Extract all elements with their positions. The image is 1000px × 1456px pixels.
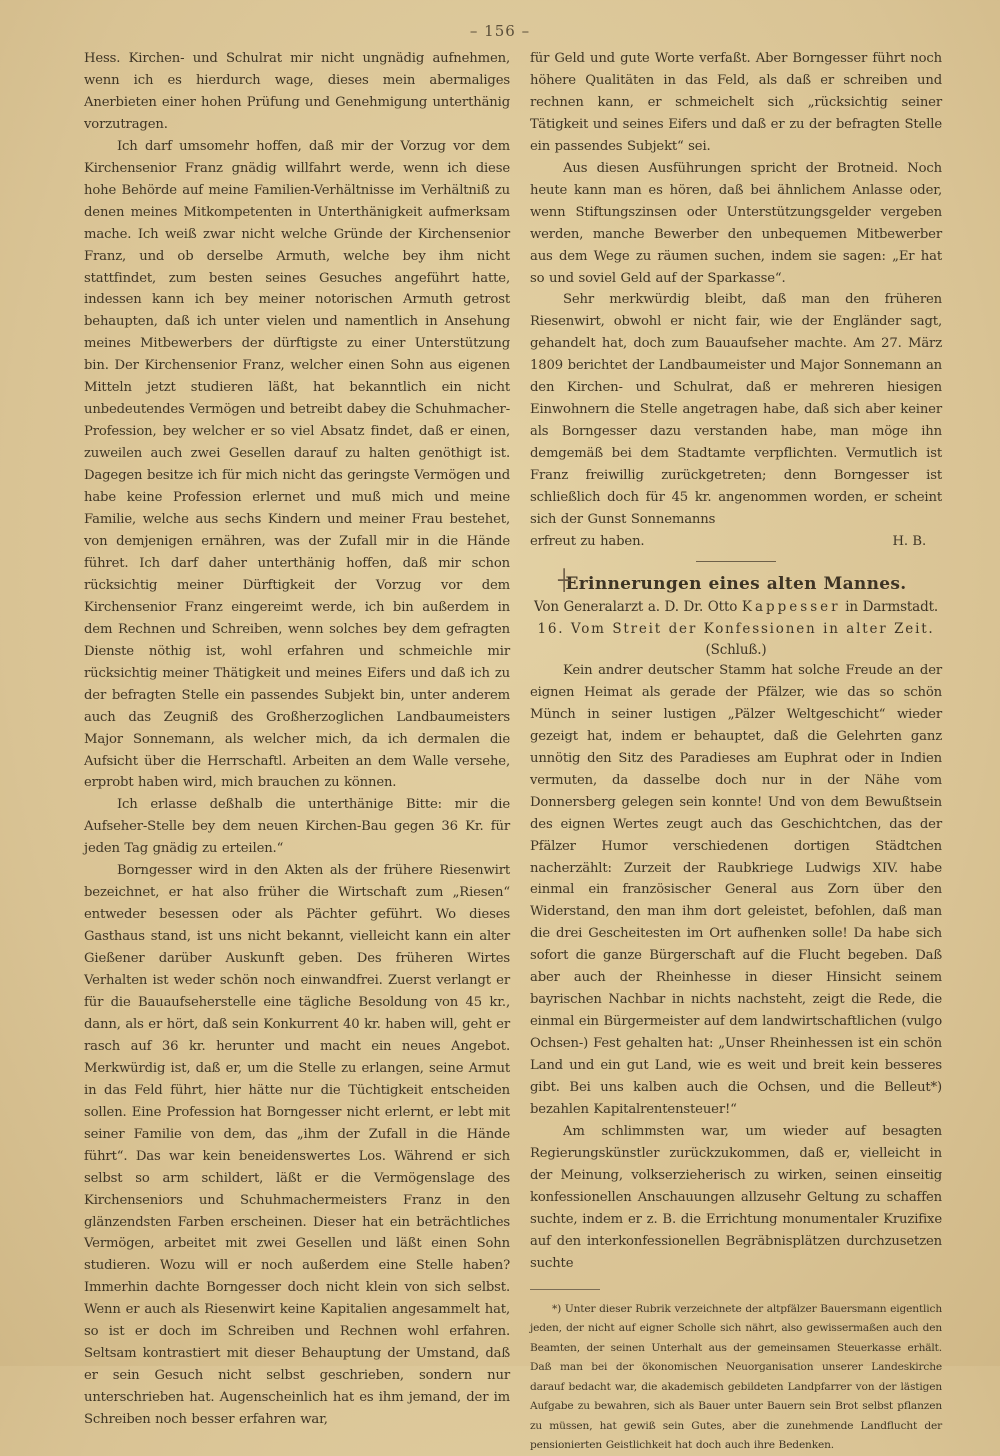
page-number: – 156 – bbox=[469, 22, 531, 40]
article-paragraph: Am schlimmsten war, um wieder auf besagten Regierungskünstler zurückzukommen, daß er, vielleicht in der Meinung, volkserzieherisch zu wirken, seinen einseitig konfessionellen Anschauungen allzusehr Geltung zu schaffen suchte, indem er z. B. die Errichtung monumentaler Kruzifixe auf den interkonfessionellen Begräbnisplätzen durchzusetzen suchte bbox=[530, 1123, 942, 1271]
article-subtitle: 16. Vom Streit der Konfessionen in alter Zeit. bbox=[537, 620, 935, 637]
left-column bbox=[84, 48, 510, 1431]
closing-text: erfreut zu haben. bbox=[530, 533, 645, 549]
article-paragraph: Kein andrer deutscher Stamm hat solche Freude an der eignen Heimat als gerade der Pfälzer, wie das so schön Münch in seiner lustigen „Pälzer Weltgeschicht“ wieder gezeigt hat, indem er behauptet, daß die Gelehrten ganz unnötig den Sitz des Paradieses am Euphrat oder in Indien vermuten, da dasselbe doch nur in der Nähe vom Donnersberg gelegen sein konnte! Und von dem Bewußtsein des eignen Wertes zeugt auch das Geschichtchen, das der Pfälzer Humor verschiedenen dortigen Städtchen nacherzählt: Zurzeit der Raubkriege Ludwigs XIV. habe einmal ein französischer General aus Zorn über den Widerstand, den man ihm dort geleistet, befohlen, daß man die drei Gescheitesten im Ort aufhenken solle! Da habe sich sofort die ganze Bürgerschaft auf die Flucht begeben. Daß aber auch der Rheinhesse in dieser Hinsicht seinem bayrischen Nachbar in nichts nachsteht, zeigt die Rede, die einmal ein Bürgermeister auf dem landwirtschaftlichen (vulgo Ochsen-) Fest gehalten hat: „Unser Rheinhessen ist ein schön Land und ein gut Land, wie es weit und breit kein besseres gibt. Bei uns kalben auch die Ochsen, und die Belleut*) bezahlen Kapitalrentensteuer!“ bbox=[530, 662, 942, 1117]
author-signature: H. B. bbox=[892, 533, 926, 549]
byline-prefix: Von Generalarzt a. D. Dr. Otto bbox=[534, 598, 738, 615]
right-paragraph: Aus diesen Ausführungen spricht der Brotneid. Noch heute kann man es hören, daß bei ähnlichem Anlasse oder, wenn Stiftungszinsen oder Unterstützungsgelder vergeben werden, manche Bewerber den unbequemen Mitbewerber aus dem Wege zu räumen suchen, indem sie sagen: „Er hat so und soviel Geld auf der Sparkasse“. bbox=[530, 160, 942, 286]
right-paragraph: Sehr merkwürdig bleibt, daß man den früheren Riesenwirt, obwohl er nicht fair, wie der Engländer sagt, gehandelt hat, doch zum Bauaufseher machte. Am 27. März 1809 berichtet der Landbaumeister und Major Sonnemann an den Kirchen- und Schulrat, daß er mehreren hiesigen Einwohnern die Stelle angetragen habe, daß sich aber keiner als Borngesser dazu verstanden habe, man möge ihn demgemäß bei dem Stadtamte verpflichten. Vermutlich ist Franz freiwillig zurückgetreten; denn Borngesser ist schließlich doch für 45 kr. angenommen worden, er scheint sich der Gunst Sonnemanns bbox=[530, 292, 942, 528]
byline-author: Kappesser bbox=[741, 598, 841, 615]
right-column bbox=[530, 48, 942, 1456]
section-divider bbox=[696, 561, 776, 562]
article-byline bbox=[530, 596, 942, 618]
left-paragraph: Ich darf umsomehr hoffen, daß mir der Vorzug vor dem Kirchensenior Franz gnädig willfahrt werde, wenn ich diese hohe Behörde auf meine Familien-Verhältnisse im Verhältniß zu denen meines Mitkompetenten in Unterthänigkeit aufmerksam mache. Ich weiß zwar nicht welche Gründe der Kirchensenior Franz, und ob derselbe Armuth, welche bey ihm nicht stattfindet, zum besten seines Gesuches angeführt hatte, indessen kann ich bey meiner notorischen Armuth getrost behaupten, daß ich unter vielen und namentlich in Ansehung meines Mitbewerbers der dürftigste zu einer Unterstützung bin. Der Kirchensenior Franz, welcher einen Sohn aus eigenen Mitteln jetzt studieren läßt, hat bekanntlich ein nicht unbedeutendes Vermögen und betreibt dabey die Schuhmacher-Profession, bey welcher er so viel Absatz findet, daß er einen, zuweilen auch zwei Gesellen darauf zu halten genöthigt ist. Dagegen besitze ich für mich nicht das geringste Vermögen und habe keine Profession erlernet und muß mich und meine Familie, welche aus sechs Kindern und meiner Frau bestehet, von demjenigen ernähren, was der Zufall mir in die Hände führet. Ich darf daher unterthänig hoffen, daß mir schon rücksichtig meiner Dürftigkeit der Vorzug vor dem Kirchensenior Franz eingereimt werde, ich bin außerdem in dem Rechnen und Schreiben, wenn solches bey dem gefragten Dienste nöthig ist, wohl erfahren und schmeichle mir rücksichtig meiner Thätigkeit und meines Eifers und daß ich zu der befragten Stelle ein passendes Subjekt bin, unter anderem auch das Zeugniß des Großherzoglichen Landbaumeisters Major Sonnemann, als welcher mich, da ich dermalen die Aufsicht über die Herrschaftl. Arbeiten an dem Walle versehe, erprobt haben wird, mich brauchen zu können. bbox=[84, 138, 510, 791]
article-note: (Schluß.) bbox=[705, 641, 767, 658]
cross-mark-icon: ┼ bbox=[558, 567, 571, 592]
left-paragraph: Hess. Kirchen- und Schulrat mir nicht ungnädig aufnehmen, wenn ich es hierdurch wage, dieses mein abermaliges Anerbieten einer hohen Prüfung und Genehmigung unterthänig vorzutragen. bbox=[84, 51, 510, 132]
right-paragraph: für Geld und gute Worte verfaßt. Aber Borngesser führt noch höhere Qualitäten in das Feld, als daß er schreiben und rechnen kann, er schmeichelt sich „rücksichtig seiner Tätigkeit und seines Eifers und daß er zu der befragten Stelle ein passendes Subjekt“ sei. bbox=[530, 51, 942, 154]
signature-line bbox=[530, 531, 942, 553]
left-paragraph: Borngesser wird in den Akten als der frühere Riesenwirt bezeichnet, er hat also früher die Wirtschaft zum „Riesen“ entweder besessen oder als Pächter geführt. Wo dieses Gasthaus stand, ist uns nicht bekannt, vielleicht kann ein alter Gießener darüber Auskunft geben. Des früheren Wirtes Verhalten ist weder schön noch einwandfrei. Zuerst verlangt er für die Bauaufseherstelle eine tägliche Besoldung von 45 kr., dann, als er hört, daß sein Konkurrent 40 kr. haben will, geht er rasch auf 36 kr. herunter und macht ein neues Angebot. Merkwürdig ist, daß er, um die Stelle zu erlangen, seine Armut in das Feld führt, hier hätte nur die Tüchtigkeit entscheiden sollen. Eine Profession hat Borngesser nicht erlernt, er lebt mit seiner Familie von dem, das „ihm der Zufall in die Hände führt“. Das war kein beneidenswertes Los. Während er sich selbst so arm schildert, läßt er die Vermögenslage des Kirchenseniors und Schuhmachermeisters Franz in den glänzendsten Farben erscheinen. Dieser hat ein beträchtliches Vermögen, arbeitet mit zwei Gesellen und läßt einen Sohn studieren. Wozu will er noch außerdem eine Stelle haben? Immerhin dachte Borngesser doch nicht klein von sich selbst. Wenn er auch als Riesenwirt keine Kapitalien angesammelt hat, so ist er doch im Schreiben und Rechnen wohl erfahren. Seltsam kontrastiert mit dieser Behauptung der Umstand, daß er sein Gesuch nicht selbst geschrieben, sondern nur unterschrieben hat. Augenscheinlich hat es ihm jemand, der im Schreiben noch besser erfahren war, bbox=[84, 863, 510, 1428]
left-paragraph: Ich erlasse deßhalb die unterthänige Bitte: mir die Aufseher-Stelle bey dem neuen Kirchen-Bau gegen 36 Kr. für jeden Tag gnädig zu erteilen.“ bbox=[84, 797, 510, 857]
footnote: *) Unter dieser Rubrik verzeichnete der altpfälzer Bauersmann eigentlich jeden, der nicht auf eigner Scholle sich nährt, also gewissermaßen auch den Beamten, der seinen Unterhalt aus der gemeinsamen Steuerkasse erhält. Daß man bei der ökonomischen Neuorganisation unserer Landeskirche darauf bedacht war, die akademisch gebildeten Landpfarrer von der lästigen Aufgabe zu bewahren, sich als Bauer unter Bauern sein Brot selbst pflanzen zu müssen, hat gewiß sein Gutes, aber die zunehmende Landflucht der pensionierten Geistlichkeit hat doch auch ihre Bedenken. bbox=[530, 1302, 942, 1452]
article-title bbox=[530, 567, 942, 596]
byline-suffix: in Darmstadt. bbox=[845, 598, 938, 615]
footnote-divider bbox=[530, 1289, 600, 1290]
article-title-text: Erinnerungen eines alten Mannes. bbox=[565, 573, 907, 594]
